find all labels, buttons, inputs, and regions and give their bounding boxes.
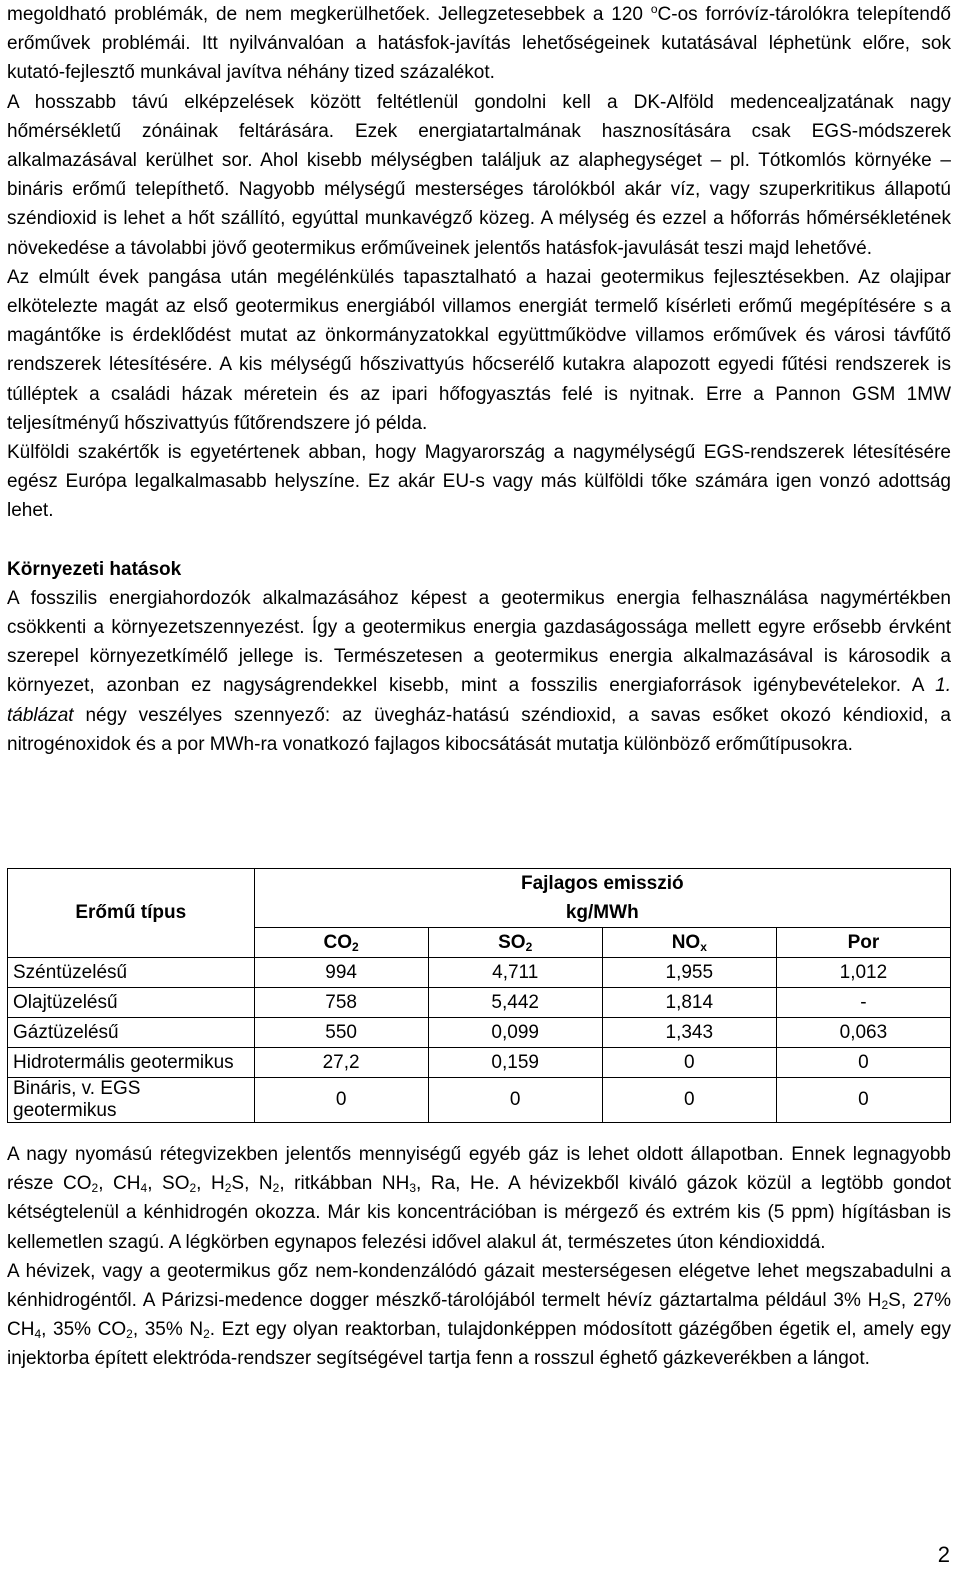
paragraph-environment xyxy=(7,584,951,759)
cell-co2: 758 xyxy=(254,988,428,1018)
cell-co2: 0 xyxy=(254,1078,428,1123)
env-text-a: A fosszilis energiahordozók alkalmazásához képest a geotermikus energia felhasználása nagymértékben csökkenti a környezetszennyezést. Így a geotermikus energia gazdaságossága mellett egyre erősebb érvként szerepel környezetkímélő jellege is. Természetesen a geotermikus energia alkalmazásával is károsodik a környezet, azonban ez nagyságrendekkel kisebb, mint a fosszilis energiaforrások igénybevételekor. A xyxy=(7,587,951,697)
cell-nox: 1,955 xyxy=(602,958,776,988)
table-row xyxy=(8,1018,951,1048)
cell-co2: 550 xyxy=(254,1018,428,1048)
document-page xyxy=(7,0,951,759)
cell-por: 0 xyxy=(776,1048,950,1078)
row-type: Bináris, v. EGS geotermikus xyxy=(8,1078,255,1123)
row-type: Széntüzelésű xyxy=(8,958,255,988)
degree-symbol: o xyxy=(650,2,658,16)
cell-por: 0 xyxy=(776,1078,950,1123)
paragraph-intro xyxy=(7,0,951,88)
cell-so2: 4,711 xyxy=(428,958,602,988)
header-plant-type: Erőmű típus xyxy=(8,869,255,958)
cell-co2: 27,2 xyxy=(254,1048,428,1078)
cell-por: - xyxy=(776,988,950,1018)
intro-text-a: megoldható problémák, de nem megkerülhetőek. Jellegzetesebbek a 120 xyxy=(7,4,651,25)
intro-text-b: C-os forróvíz-tárolókra telepítendő erőművek problémái. Itt nyilvánvalóan a hatásfok-javítás lehetőségeinek kutatásával léphetünk előre, sok kutató-fejlesztő munkával javítva néhány tized százalékot. xyxy=(7,4,951,84)
env-text-b: négy veszélyes szennyező: az üvegház-hatású széndioxid, a savas esőket okozó kéndioxid, a nitrogénoxidok és a por MWh-ra vonatkozó fajlagos kibocsátását mutatja különböző erőműtípusokra. xyxy=(7,704,951,755)
cell-so2: 0,099 xyxy=(428,1018,602,1048)
cell-so2: 5,442 xyxy=(428,988,602,1018)
table-header-row-1 xyxy=(8,869,951,928)
paragraph-gas-burning: A hévizek, vagy a geotermikus gőz nem-kondenzálódó gázait mesterségesen elégetve lehet megszabadulni a kénhidrogéntől. A Párizsi-medence dogger mészkő-tárolójából termelt hévíz gáztartalma például 3% $H_2S$, 27% $CH_4$, 35% $CO_2$, 35% $N_2$. Ezt egy olyan reaktorban, tulajdonképpen módosított gázégőben égetik el, amely egy injektorba épített elektróda-rendszer segítségével tartja fenn a rosszul éghető gázkeverékben a lángot. xyxy=(7,1260,951,1370)
paragraph-dissolved-gases: A nagy nyomású rétegvizekben jelentős mennyiségű egyéb gáz is lehet oldott állapotban. Ennek legnagyobb része $CO_2$, $CH_4$, $SO_2$, $H_2S$, $N_2$, ritkábban $NH_3$, Ra, He. A hévizekből kiváló gázok közül a legtöbb gondot kétségtelenül a kénhidrogén okozza. Már kis koncentrációban is mérgező és extrém kis (5 ppm) hígításban is kellemetlen szagú. A légkörben egynapos felezési idővel alakul át, természetes úton kéndioxiddá. xyxy=(7,1144,952,1253)
cell-nox: 0 xyxy=(602,1078,776,1123)
cell-nox: 0 xyxy=(602,1048,776,1078)
header-so2: $SO_2$ xyxy=(428,928,602,958)
row-type: Olajtüzelésű xyxy=(8,988,255,1018)
table-row xyxy=(8,1078,951,1123)
cell-nox: 1,814 xyxy=(602,988,776,1018)
paragraph-development: Az elmúlt évek pangása után megélénkülés tapasztalható a hazai geotermikus fejlesztésekben. Az olajipar elkötelezte magát az első geotermikus energiából villamos energiát termelő kísérleti erőmű megépítésére s a magántőke is érdeklődést mutat az önkormányzatokkal együttműködve villamos erőművek és városi távfűtő rendszerek létesítésére. A kis mélységű hőszivattyús hőcserélő kutakra alapozott egyedi fűtési rendszerek is túlléptek a családi házak méretein és az ipari hőfogyasztás felé is nyitnak. Erre a Pannon GSM 1MW teljesítményű hőszivattyús fűtőrendszere jó példa. xyxy=(7,266,951,434)
cell-co2: 994 xyxy=(254,958,428,988)
cell-so2: 0 xyxy=(428,1078,602,1123)
header-specific-emission: Fajlagos emisszió kg/MWh xyxy=(254,869,950,928)
header-por: Por xyxy=(776,928,950,958)
cell-nox: 1,343 xyxy=(602,1018,776,1048)
table-row xyxy=(8,1048,951,1078)
section-heading: Környezeti hatások xyxy=(7,558,182,580)
cell-so2: 0,159 xyxy=(428,1048,602,1078)
paragraph-longterm: A hosszabb távú elképzelések között feltétlenül gondolni kell a DK-Alföld medencealjzatának nagy hőmérsékletű zónáinak feltárására. Ezek energiatartalmának hasznosítására csak EGS-módszerek alkalmazásával kerülhet sor. Ahol kisebb mélységben találjuk az alaphegységet – pl. Tótkomlós környéke – bináris erőmű telepíthető. Nagyobb mélységű mesterséges tárolókból akár víz, vagy szuperkritikus állapotú széndioxid is lehet a hőt szállító, egyúttal munkavégző közeg. A mélység és ezzel a hőforrás hőmérsékletének növekedése a távolabbi jövő geotermikus erőműveinek jelentős hatásfok-javulását teszi majd lehetővé. xyxy=(7,91,951,259)
row-type: Hidrotermális geotermikus xyxy=(8,1048,255,1078)
emission-table xyxy=(7,868,951,1123)
header-co2: $CO_2$ xyxy=(254,928,428,958)
cell-por: 1,012 xyxy=(776,958,950,988)
cell-por: 0,063 xyxy=(776,1018,950,1048)
page-number: 2 xyxy=(937,1542,950,1567)
table-row xyxy=(8,988,951,1018)
row-type: Gáztüzelésű xyxy=(8,1018,255,1048)
table-row xyxy=(8,958,951,988)
header-nox: $NO_x$ xyxy=(602,928,776,958)
table-reference: 1. táblázat xyxy=(7,675,951,726)
bottom-text xyxy=(7,1140,951,1374)
paragraph-foreign-experts: Külföldi szakértők is egyetértenek abban, hogy Magyarország a nagymélységű EGS-rendszerek létesítésére egész Európa legalkalmasabb helyszíne. Ez akár EU-s vagy más külföldi tőke számára igen vonzó adottság lehet. xyxy=(7,442,951,522)
